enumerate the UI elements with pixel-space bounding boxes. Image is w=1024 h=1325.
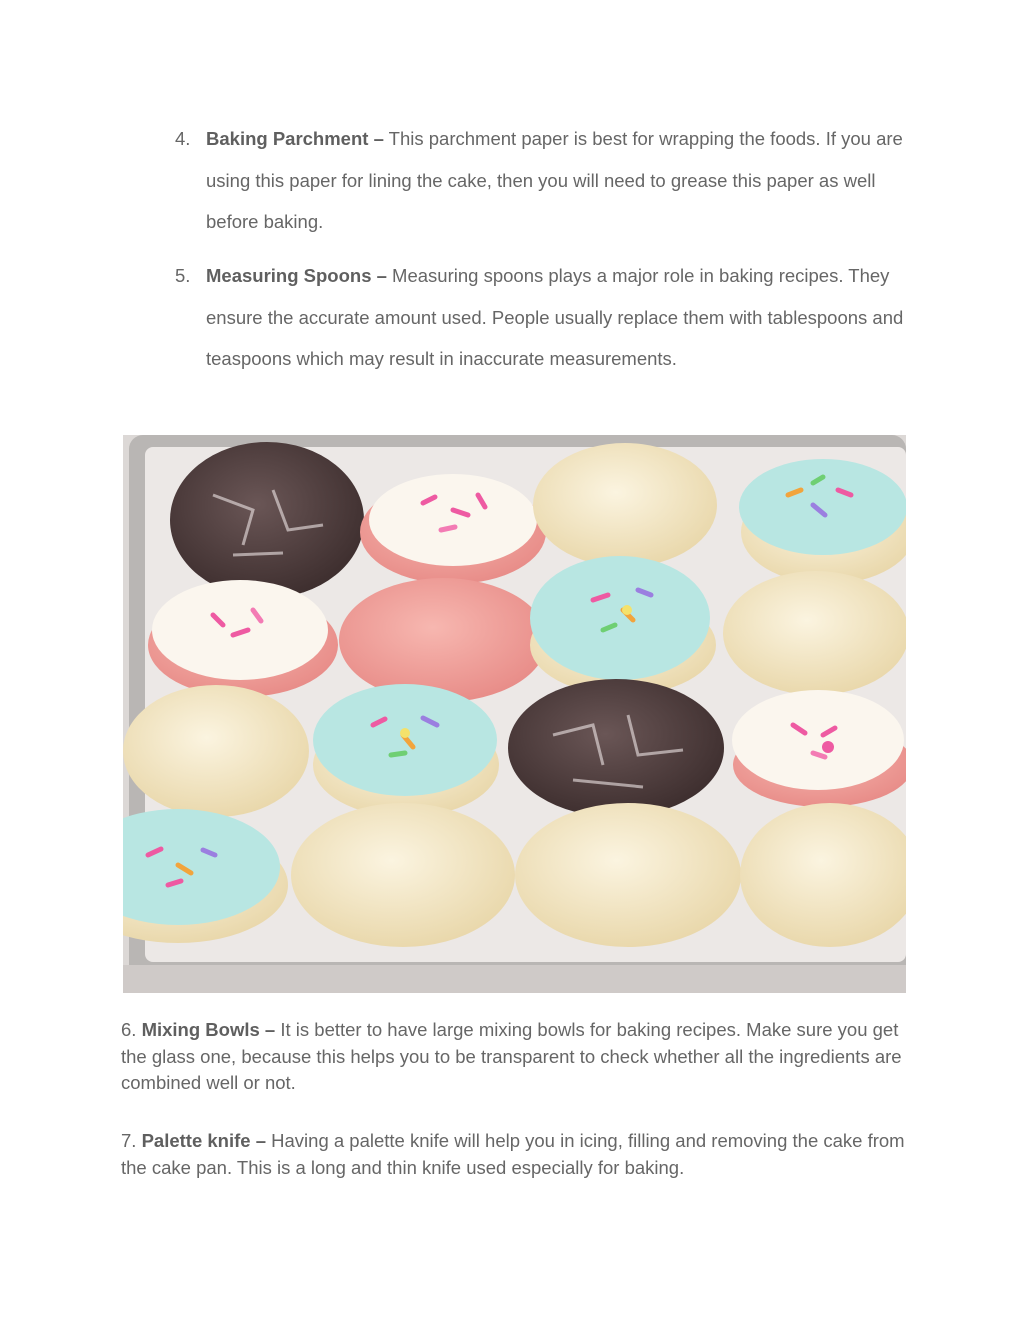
term-palette-knife: Palette knife – [141, 1130, 266, 1151]
paragraph-palette-knife [121, 1128, 911, 1181]
list-item-body [206, 255, 915, 380]
list-item-measuring-spoons [175, 255, 915, 380]
description: This parchment paper is best for wrapping the foods. If you are using this paper for lining the cake, then you will need to grease this paper as well before baking. [206, 128, 903, 232]
term-mixing-bowls: Mixing Bowls – [141, 1019, 276, 1040]
list-number: 4. [175, 128, 191, 149]
list-number: 5. [175, 265, 191, 286]
cookies-on-baking-tray-icon [123, 435, 906, 993]
description: Measuring spoons plays a major role in baking recipes. They ensure the accurate amount used. People usually replace them with tablespoons and teaspoons which may result in inaccurate measurements. [206, 265, 904, 369]
paragraph-mixing-bowls [121, 1017, 911, 1097]
description: Having a palette knife will help you in icing, filling and removing the cake from the cake pan. This is a long and thin knife used especially for baking. [121, 1130, 905, 1178]
term-measuring-spoons: Measuring Spoons – [206, 265, 387, 286]
description: It is better to have large mixing bowls for baking recipes. Make sure you get the glass one, because this helps you to be transparent to check whether all the ingredients are combined well or not. [121, 1019, 902, 1093]
list-item-baking-parchment [175, 118, 915, 243]
paragraph-number: 6. [121, 1019, 137, 1040]
term-baking-parchment: Baking Parchment – [206, 128, 384, 149]
paragraph-number: 7. [121, 1130, 137, 1151]
cookies-photo [123, 435, 906, 993]
list-item-body [206, 118, 915, 243]
